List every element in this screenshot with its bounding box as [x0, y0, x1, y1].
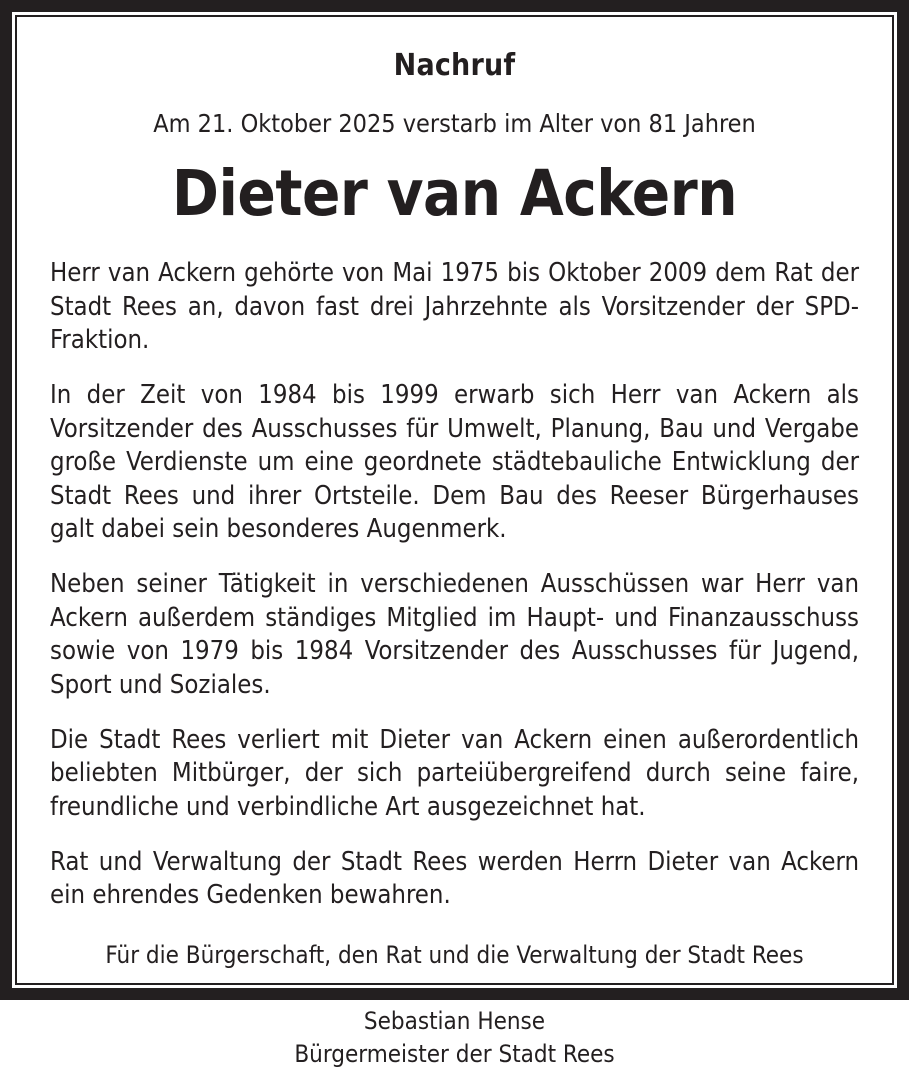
- deceased-name: Dieter van Ackern: [171, 156, 738, 230]
- signature-block: [50, 1005, 859, 1070]
- closing-line: Für die Bürgerschaft, den Rat und die Verwaltung der Stadt Rees: [105, 941, 804, 970]
- signatory-role: Bürgermeister der Stadt Rees: [294, 1039, 615, 1068]
- body-paragraph: Die Stadt Rees verliert mit Dieter van Ackern einen außerordentlich beliebten Mitbürger, der sich parteiübergreifend durch seine faire, freundliche und verbindliche Art ausgezeichnet hat.: [50, 724, 859, 823]
- signatory-name: Sebastian Hense: [363, 1007, 546, 1036]
- death-announcement-line: Am 21. Oktober 2025 verstarb im Alter von 81 Jahren: [153, 109, 756, 138]
- notice-content: [50, 43, 859, 1070]
- body-paragraph: Rat und Verwaltung der Stadt Rees werden Herrn Dieter van Ackern ein ehrendes Gedenken bewahren.: [50, 846, 859, 911]
- page-title: Nachruf: [393, 48, 516, 83]
- notice-inner-frame: [15, 15, 894, 1068]
- body-paragraph: Herr van Ackern gehörte von Mai 1975 bis Oktober 2009 dem Rat der Stadt Rees an, davon fast drei Jahrzehnte als Vorsitzender der SPD-Fraktion.: [50, 257, 859, 356]
- obituary-body: [50, 257, 859, 913]
- body-paragraph: In der Zeit von 1984 bis 1999 erwarb sich Herr van Ackern als Vorsitzender des Ausschusses für Umwelt, Planung, Bau und Vergabe große Verdienste um eine geordnete städtebauliche Entwicklung der Stadt Rees und ihrer Ortsteile. Dem Bau des Reeser Bürgerhauses galt dabei sein besonderes Augenmerk.: [50, 379, 859, 545]
- body-paragraph: Neben seiner Tätigkeit in verschiedenen Ausschüssen war Herr van Ackern außerdem ständiges Mitglied im Haupt- und Finanzausschuss sowie von 1979 bis 1984 Vorsitzender des Ausschusses für Jugend, Sport und Soziales.: [50, 569, 859, 701]
